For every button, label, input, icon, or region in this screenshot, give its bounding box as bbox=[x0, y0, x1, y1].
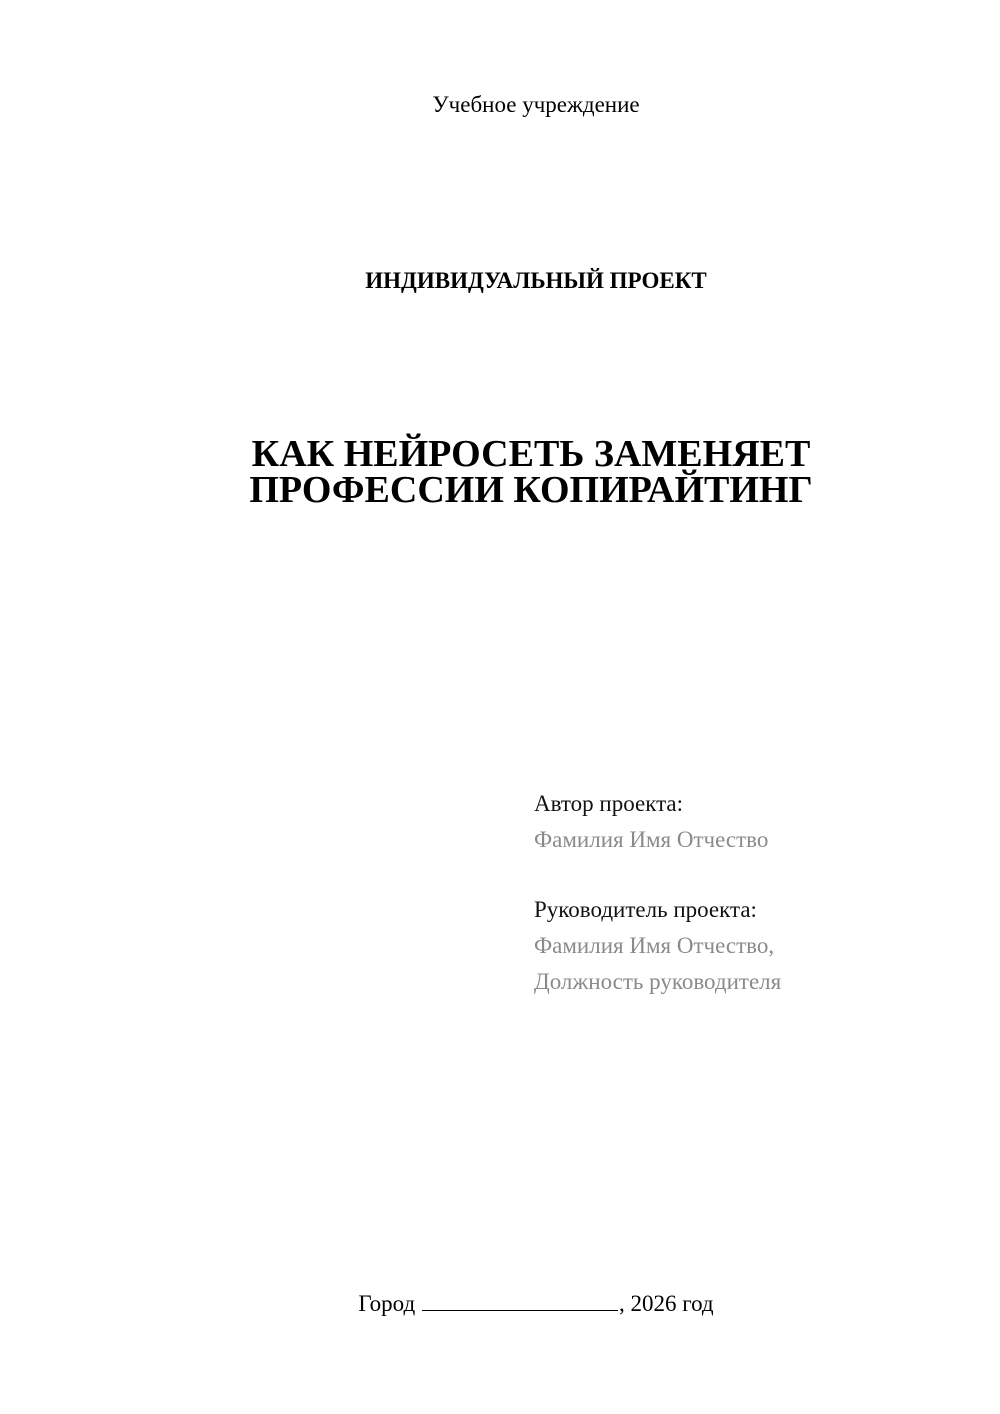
project-title-line-2: ПРОФЕССИИ КОПИРАЙТИНГ bbox=[249, 469, 813, 511]
supervisor-position: Должность руководителя bbox=[534, 969, 782, 994]
city-label: Город bbox=[358, 1291, 416, 1316]
supervisor-name: Фамилия Имя Отчество, bbox=[534, 933, 775, 958]
institution-name: Учебное учреждение bbox=[432, 92, 640, 117]
supervisor-label: Руководитель проекта: bbox=[534, 897, 757, 922]
city-year-line bbox=[0, 1288, 1000, 1320]
project-title-line-1: КАК НЕЙРОСЕТЬ ЗАМЕНЯЕТ bbox=[251, 433, 811, 475]
year-text: , 2026 год bbox=[618, 1291, 714, 1316]
project-title bbox=[0, 433, 1000, 511]
document-type: ИНДИВИДУАЛЬНЫЙ ПРОЕКТ bbox=[365, 268, 707, 293]
credits-block bbox=[534, 786, 781, 1000]
author-label: Автор проекта: bbox=[534, 791, 683, 816]
city-blank-line bbox=[422, 1290, 618, 1311]
author-name: Фамилия Имя Отчество bbox=[534, 827, 769, 852]
credits-spacer bbox=[534, 858, 781, 892]
